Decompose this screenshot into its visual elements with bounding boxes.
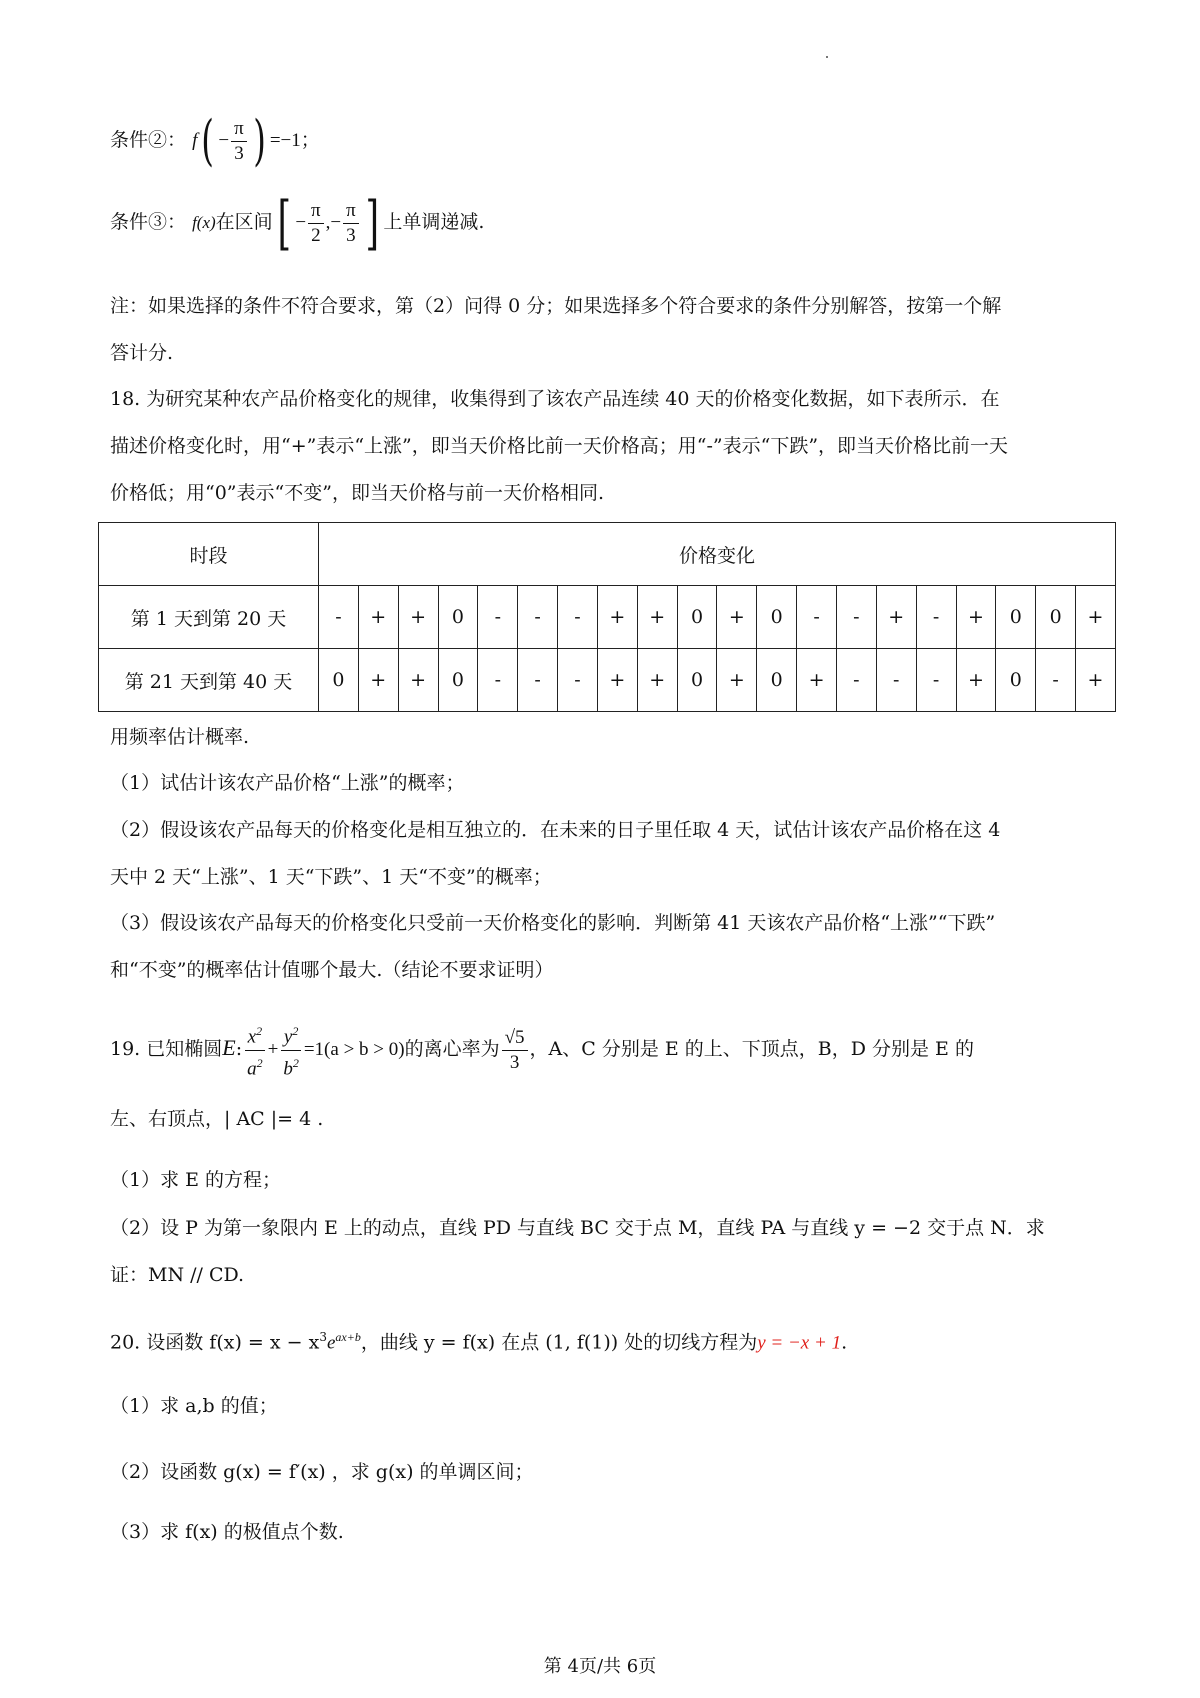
- price-change-cell: -: [478, 586, 518, 649]
- price-change-cell: 0: [996, 649, 1036, 712]
- price-change-cell: +: [717, 649, 757, 712]
- fraction-x2-a2: $\frac{x^2}{a^2}$: [244, 1019, 266, 1081]
- price-change-cell: -: [836, 586, 876, 649]
- price-change-cell: 0: [757, 586, 797, 649]
- left-bracket: [: [277, 189, 291, 257]
- price-change-cell: +: [956, 649, 996, 712]
- table-row-day21-40: [99, 649, 1116, 712]
- price-change-cell: +: [597, 586, 637, 649]
- price-change-cell: -: [916, 649, 956, 712]
- q20-part-3: （3）求 f(x) 的极值点个数.: [110, 1521, 344, 1543]
- price-change-cell: -: [319, 586, 359, 649]
- condition-2: 条件②： f( − $\frac{\pi}{3}$ ) =−1；: [110, 109, 320, 172]
- price-change-cell: +: [717, 586, 757, 649]
- header-price-change: 价格变化: [319, 523, 1116, 586]
- q19-part-1: （1）求 E 的方程；: [110, 1169, 282, 1191]
- fraction-sqrt5-3: $\frac{√5}{3}$: [502, 1026, 528, 1075]
- q18-part-3a: （3）假设该农产品每天的价格变化只受前一天价格变化的影响．判断第 41 天该农产品价格“上涨”“下跌”: [110, 912, 996, 934]
- right-bracket: ]: [365, 189, 379, 257]
- price-change-cell: -: [1036, 649, 1076, 712]
- price-change-cell: -: [876, 649, 916, 712]
- q18-after-table: 用频率估计概率.: [110, 726, 250, 748]
- price-change-cell: -: [558, 649, 598, 712]
- condition-3: 条件③： f(x)在区间[ − $\frac{\pi}{2}$ ,− $\frac{\pi}{3}$ ] 上单调递减.: [110, 189, 485, 257]
- price-change-cell: -: [836, 649, 876, 712]
- q19-part-2a: （2）设 P 为第一象限内 E 上的动点，直线 PD 与直线 BC 交于点 M，直线 PA 与直线 y = −2 交于点 N．求: [110, 1217, 1045, 1239]
- price-change-cell: -: [518, 649, 558, 712]
- note-line-1: 注：如果选择的条件不符合要求，第（2）问得 0 分；如果选择多个符合要求的条件分别解答，按第一个解: [110, 295, 1002, 317]
- price-change-cell: -: [916, 586, 956, 649]
- q19-line-2: 左、右顶点，| AC |= 4 .: [110, 1108, 324, 1130]
- q18-part-2b: 天中 2 天“上涨”、1 天“下跌”、1 天“不变”的概率；: [110, 866, 552, 888]
- price-change-cell: +: [597, 649, 637, 712]
- price-change-cell: 0: [1036, 586, 1076, 649]
- price-change-cell: 0: [757, 649, 797, 712]
- q18-part-2a: （2）假设该农产品每天的价格变化是相互独立的．在未来的日子里任取 4 天，试估计该农产品价格在这 4: [110, 819, 1001, 841]
- q18-line-2: 描述价格变化时，用“+”表示“上涨”，即当天价格比前一天价格高；用“-”表示“下跌”，即当天价格比前一天: [110, 435, 1009, 457]
- price-change-cell: -: [518, 586, 558, 649]
- price-change-cell: +: [797, 649, 837, 712]
- scan-speck: [826, 56, 828, 58]
- table-row-day1-20: [99, 586, 1116, 649]
- price-change-table: [98, 522, 1116, 712]
- price-change-cell: 0: [677, 586, 717, 649]
- row-label: 第 21 天到第 40 天: [99, 649, 319, 712]
- price-change-cell: +: [1076, 586, 1116, 649]
- q20-line-1: 20. 设函数 $f(x) = x - x^3e^{ax+b}$，曲线 y = f(x) 在点 (1, f(1)) 处的切线方程为y = −x + 1.: [110, 1330, 848, 1354]
- right-paren: ): [252, 109, 266, 172]
- price-change-cell: +: [398, 649, 438, 712]
- q20-part-1: （1）求 a,b 的值；: [110, 1395, 278, 1417]
- page-footer: 第 4页/共 6页: [543, 1656, 657, 1677]
- price-change-cell: 0: [438, 649, 478, 712]
- price-change-cell: +: [956, 586, 996, 649]
- left-paren: (: [201, 109, 215, 172]
- price-change-cell: -: [558, 586, 598, 649]
- row-label: 第 1 天到第 20 天: [99, 586, 319, 649]
- note-line-2: 答计分.: [110, 342, 174, 364]
- price-change-cell: +: [358, 649, 398, 712]
- q18-line-1: 18. 为研究某种农产品价格变化的规律，收集得到了该农产品连续 40 天的价格变化数据，如下表所示．在: [110, 388, 1000, 410]
- q19-line-1: 19. 已知椭圆E: $\frac{x^2}{a^2}$ + $\frac{y^2}{b^2}$ =1(a > b > 0)的离心率为 $\frac{√5}{3}$ ，A、C 分别是 E 的上、下顶点，B，D 分别是 E 的: [110, 1016, 1105, 1080]
- q18-part-3b: 和“不变”的概率估计值哪个最大.（结论不要求证明）: [110, 959, 554, 981]
- header-period: 时段: [99, 523, 319, 586]
- price-change-cell: -: [478, 649, 518, 712]
- price-change-cell: 0: [996, 586, 1036, 649]
- price-change-cell: +: [1076, 649, 1116, 712]
- q19-part-2b: 证：MN // CD.: [110, 1264, 245, 1286]
- price-change-cell: +: [398, 586, 438, 649]
- price-change-cell: +: [637, 586, 677, 649]
- price-change-cell: +: [876, 586, 916, 649]
- q20-part-2: （2）设函数 g(x) = f′(x) ，求 g(x) 的单调区间；: [110, 1461, 534, 1483]
- fraction-pi-3: $\frac{\pi}{3}$: [231, 117, 247, 166]
- price-change-cell: 0: [438, 586, 478, 649]
- q18-part-1: （1）试估计该农产品价格“上涨”的概率；: [110, 772, 465, 794]
- price-change-cell: +: [358, 586, 398, 649]
- tangent-equation: y = −x + 1: [757, 1332, 842, 1354]
- price-change-cell: 0: [677, 649, 717, 712]
- price-change-cell: 0: [319, 649, 359, 712]
- fraction-y2-b2: $\frac{y^2}{b^2}$: [280, 1019, 302, 1081]
- price-change-cell: -: [797, 586, 837, 649]
- q18-line-3: 价格低；用“0”表示“不变”，即当天价格与前一天价格相同.: [110, 482, 604, 504]
- price-change-cell: +: [637, 649, 677, 712]
- table-header-row: [99, 523, 1116, 586]
